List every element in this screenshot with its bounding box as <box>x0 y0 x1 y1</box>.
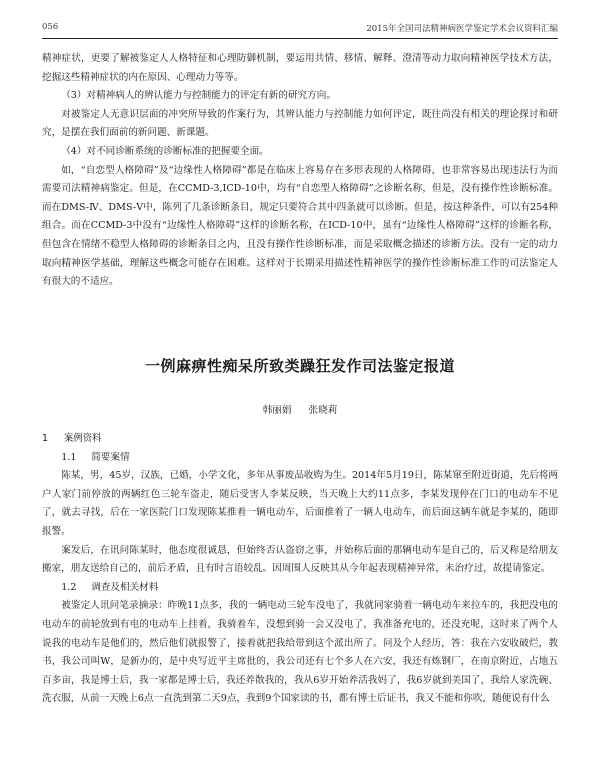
article-title: 一例麻痹性痴呆所致类躁狂发作司法鉴定报道 <box>144 357 455 375</box>
subsection-number: 1.1 <box>61 451 77 463</box>
subsection-title: 简要案情 <box>91 451 130 463</box>
investigation-paragraph: 被鉴定人讯问笔录摘录：昨晚11点多，我的一辆电动三轮车没电了，我就同家骑着一辆电动车来拉车的，我把没电的电动车的前轮放到有电的电动车上挂着，我骑着车，没想到骑一会又没电了，我准备充电的，还没充呢，这时来了两个人说我的电动车是他们的，然后他们就报警了，接着就把我给带到这个派出所了。问及个人经历，答：我在六安收破烂，教书，我公司叫W，是新办的，是中央写近平主席批的，我公司还有七个多人在六安，我还有炼钢厂，在南京附近，占地五百多亩，我是博士后，我一家都是博士后，我还养散我的，我从6岁开始养活我妈了，我6岁就到美国了，我给人家洗碗、洗衣服，从前一天晚上6点一直洗到第二天9点，我到9个国家读的书，都有博士后证书，我又不能和你吹，随便说有什么 <box>42 600 558 705</box>
intro-paragraph: 如，“自恋型人格障碍”及“边缘性人格障碍”都是在临床上容易存在多形表现的人格障碍，也非常容易出现违法行为而需要司法精神病鉴定。但是，在CCMD-3,ICD-10中，均有“自恋型人格障碍”之诊断名称，但是，没有操作性诊断标准。而在DMS-Ⅳ、DMS-Ⅴ中，陈列了几条诊断条目，规定只要符合其中四条就可以诊断。但是，按这种条件，可以有254种组合。而在CCMD-3中没有“边缘性人格障碍”这样的诊断名称，在ICD-10中，虽有“边缘性人格障碍”这样的诊断名称，但包含在情绪不稳型人格障碍的诊断条目之内，且没有操作性诊断标准，而是采取概念描述的诊断方法。没有一定的动力取向精神医学基础，理解这些概念可能存在困难。这样对于长期采用描述性精神医学的操作性诊断标准工作的司法鉴定人有很大的不适应。 <box>42 164 558 288</box>
subsection-title: 调查及相关材料 <box>91 581 159 593</box>
page-number: 056 <box>42 22 59 32</box>
case-paragraph: 陈某，男，45岁，汉族，已婚，小学文化，多年从事废品收购为生。2014年5月19日，陈某窜至附近街道，先后将两户人家门前停放的两辆红色三轮车盗走，随后受害人李某反映，当天晚上大约11点多，李某发现停在门口的电动车不见了，就去寻找，后在一家医院门口发现陈某推着一辆电动车，后面推着了一辆人电动车，而后面这辆车就是李某的，随即报警。 <box>42 470 558 537</box>
case-section <box>42 430 558 709</box>
section-title: 案例资料 <box>64 433 102 444</box>
intro-section <box>42 50 558 292</box>
subsection-heading <box>42 449 558 468</box>
intro-heading-3: （3）对精神病人的辨认能力与控制能力的评定有新的研究方向。 <box>61 90 336 102</box>
section-number: 1 <box>42 433 48 444</box>
author-name: 张晓莉 <box>308 405 338 416</box>
intro-paragraph: 对被鉴定人无意识层面的冲突所导致的作案行为，其辨认能力与控制能力如何评定，既往尚没有相关的理论探讨和研究，是摆在我们面前的新问题、新课题。 <box>42 108 558 139</box>
subsection-number: 1.2 <box>61 581 77 593</box>
case-paragraph: 案发后，在讯问陈某时，他态度很诚恳，但始终否认盗窃之事，并始称后面的那辆电动车是自己的，后又称是给朋友搬家，朋友送给自己的，前后矛盾，且有时言语较乱。因周围人反映其从今年起表现精神异常，未治疗过，故提请鉴定。 <box>42 544 558 575</box>
author-name: 韩丽娟 <box>262 405 292 416</box>
section-heading <box>42 430 558 449</box>
header-rule <box>42 38 558 39</box>
subsection-heading <box>42 579 558 598</box>
author-line <box>42 402 558 416</box>
journal-title: 2015年全国司法精神病医学鉴定学术会议资料汇编 <box>366 24 558 34</box>
intro-paragraph: 精神症状，更要了解被鉴定人人格特征和心理防御机制，要运用共情、移情、解释、澄清等动力取向精神医学技术方法，挖掘这些精神症状的内在原因、心理动力等等。 <box>42 53 558 83</box>
intro-heading-4: （4）对不同诊断系统的诊断标准的把握要全面。 <box>61 145 269 157</box>
running-header <box>42 22 558 36</box>
